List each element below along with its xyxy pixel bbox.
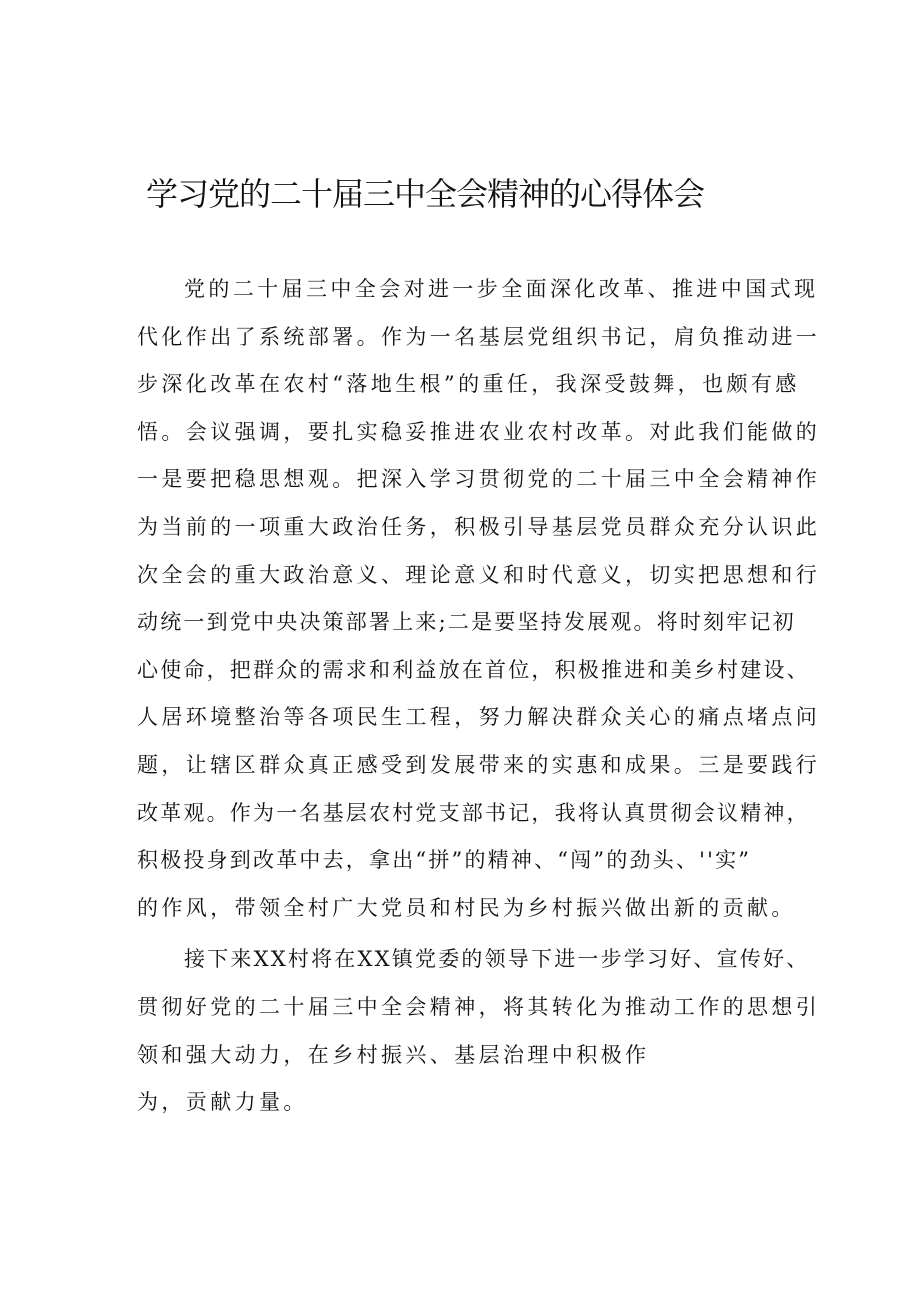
- paragraph-line: 人居环境整治等各项民生工程，努力解决群众关心的痛点堵点问: [137, 705, 821, 730]
- paragraph-line: 党的二十届三中全会对进一步全面深化改革、推进中国式现: [184, 277, 819, 301]
- paragraph-line: 为，贡献力量。: [137, 1090, 308, 1115]
- paragraph-line: 心使命，把群众的需求和利益放在首位，积极推进和美乡村建设、: [137, 657, 810, 682]
- paragraph-line: 步深化改革在农村“落地生根”的重任，我深受鼓舞，也颇有感: [137, 372, 800, 397]
- paragraph-line: 改革观。作为一名基层农村党支部书记，我将认真贯彻会议精神，: [137, 800, 810, 825]
- paragraph-line: 为当前的一项重大政治任务，积极引导基层党员群众充分认识此: [137, 514, 821, 539]
- paragraph-line: 题，让辖区群众真正感受到发展带来的实惠和成果。三是要践行: [137, 752, 821, 777]
- paragraph-2: [137, 936, 821, 1126]
- paragraph-line: 次全会的重大政治意义、理论意义和时代意义，切实把思想和行: [137, 562, 821, 587]
- document-body: [137, 266, 821, 1127]
- paragraph-line: 接下来XX村将在XX镇党委的领导下进一步学习好、宣传好、: [184, 947, 810, 972]
- document-title: 学习党的二十届三中全会精神的心得体会: [146, 175, 705, 213]
- paragraph-line: 的作风，带领全村广大党员和村民为乡村振兴做出新的贡献。: [137, 895, 796, 920]
- paragraph-line: 积极投身到改革中去，拿出“拼”的精神、“闯”的劲头、''实”: [137, 848, 752, 873]
- paragraph-line: 代化作出了系统部署。作为一名基层党组织书记，肩负推动进一: [137, 324, 821, 349]
- paragraph-line: 一是要把稳思想观。把深入学习贯彻党的二十届三中全会精神作: [137, 467, 821, 492]
- paragraph-line: 贯彻好党的二十届三中全会精神，将其转化为推动工作的思想引: [137, 994, 821, 1019]
- paragraph-1: [137, 266, 821, 932]
- paragraph-line: 悟。会议强调，要扎实稳妥推进农业农村改革。对此我们能做的: [137, 419, 821, 444]
- paragraph-line: 领和强大动力，在乡村振兴、基层治理中积极作: [137, 1042, 650, 1067]
- paragraph-line: 动统一到党中央决策部署上来;二是要坚持发展观。将时刻牢记初: [137, 610, 796, 635]
